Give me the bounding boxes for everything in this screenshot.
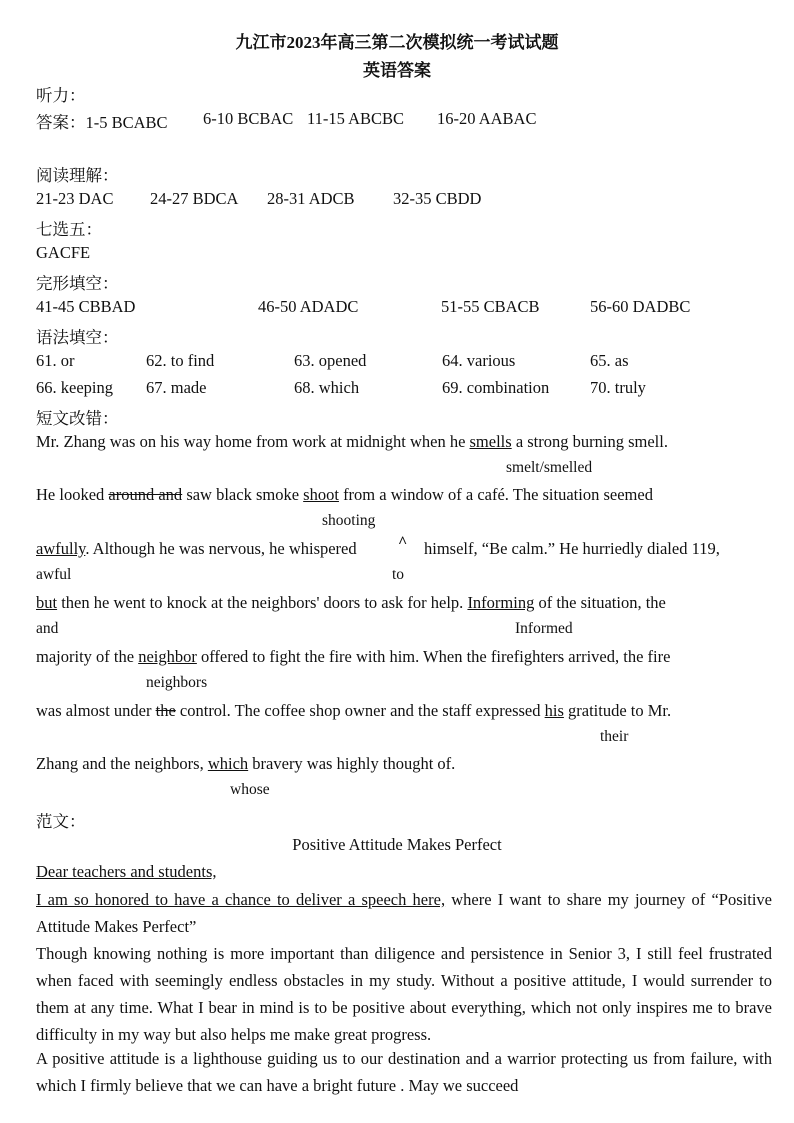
correction-fix: their (600, 728, 629, 745)
cloze-heading: 完形填空： (36, 274, 119, 293)
answer-group: 11-15 ABCBC (307, 109, 405, 128)
grammar-heading: 语法填空： (36, 328, 119, 347)
text-run: He looked (36, 485, 109, 504)
answer-group: 41-45 CBBAD (36, 297, 136, 316)
text-run: Mr. Zhang was on his way home from work at midnight when he (36, 432, 470, 451)
answer-group: 32-35 CBDD (393, 189, 482, 208)
essay-paragraph (36, 886, 772, 940)
correction-fix: whose (230, 781, 270, 798)
grammar-answer: 64. various (442, 351, 516, 370)
answer-label: 答案： (36, 113, 86, 132)
correction-line (36, 701, 671, 721)
answer-group: 1-5 BCABC (85, 113, 168, 132)
grammar-answer: 69. combination (442, 378, 550, 397)
correction-line (36, 647, 670, 667)
answer-group: 28-31 ADCB (267, 189, 355, 208)
text-run: of the situation, the (534, 593, 666, 612)
text-run: majority of the (36, 647, 139, 666)
correction-line (36, 754, 455, 774)
text-run: where I want to share my journey of “Positive Attitude Makes Perfect” (36, 890, 772, 936)
answer-group: 16-20 AABAC (437, 109, 537, 128)
grammar-answer: 65. as (590, 351, 629, 370)
grammar-answer: 68. which (294, 378, 360, 397)
listening-heading: 听力： (36, 86, 86, 105)
correction-fix: smelt/smelled (506, 459, 593, 476)
answer-group: 6-10 BCBAC (203, 109, 294, 128)
deleted-word: around and (108, 485, 183, 504)
correction-line: himself, “Be calm.” He hurriedly dialed 119, (424, 539, 720, 558)
text-run: gratitude to Mr. (563, 701, 672, 720)
answer-group: 24-27 BDCA (150, 189, 239, 208)
grammar-answer: 61. or (36, 351, 75, 370)
grammar-answer: 63. opened (294, 351, 367, 370)
correction-line (36, 485, 653, 505)
text-run: from a window of a café. The situation seemed (338, 485, 653, 504)
seven-choose-five-answer: GACFE (36, 243, 91, 262)
answer-group: 46-50 ADADC (258, 297, 359, 316)
document-title: 九江市2023年高三第二次模拟统一考试试题 (235, 33, 559, 52)
error-word: shoot (303, 485, 339, 504)
answer-group: 51-55 CBACB (441, 297, 540, 316)
seven-choose-five-heading: 七选五： (36, 220, 102, 239)
text-run: was almost under (36, 701, 156, 720)
error-word: smells (469, 432, 512, 451)
correction-line (36, 593, 666, 613)
answer-group: 56-60 DADBC (590, 297, 691, 316)
correction-fix: to (392, 566, 405, 583)
essay-paragraph: Though knowing nothing is more important than diligence and persistence in Senior 3, I still feel frustrated when faced with seemingly endless obstacles in my study. Without a positive attitude, I would surrender to them at any time. What I bear in mind is to be positive about everything, which not only inspires me to brave difficulty in my way but also helps me make great progress. (36, 944, 772, 1044)
error-word: his (544, 701, 564, 720)
correction-fix: Informed (515, 620, 573, 637)
error-word: Informing (467, 593, 535, 612)
correction-line (36, 539, 357, 559)
insertion-caret: ^ (398, 534, 408, 551)
correction-fix: shooting (322, 512, 376, 529)
error-word: but (36, 593, 58, 612)
text-run: then he went to knock at the neighbors' doors to ask for help. (57, 593, 468, 612)
correction-heading: 短文改错： (36, 409, 119, 428)
essay-heading: 范文： (36, 812, 86, 831)
text-run: a strong burning smell. (511, 432, 668, 451)
text-run: control. The coffee shop owner and the staff expressed (175, 701, 545, 720)
listening-answers (36, 109, 168, 133)
error-word: which (207, 754, 249, 773)
essay-paragraph: A positive attitude is a lighthouse guiding us to our destination and a warrior protecting us from failure, with which I firmly believe that we can have a bright future . May we succeed (36, 1049, 772, 1095)
text-run: Zhang and the neighbors, (36, 754, 208, 773)
answer-group: 21-23 DAC (36, 189, 114, 208)
text-run: offered to fight the fire with him. When the firefighters arrived, the fire (196, 647, 671, 666)
text-run: . Although he was nervous, he whispered (85, 539, 357, 558)
text-run: saw black smoke (182, 485, 304, 504)
grammar-answer: 62. to find (146, 351, 215, 370)
essay-greeting: Dear teachers and students, (36, 862, 217, 881)
grammar-answer: 67. made (146, 378, 207, 397)
error-word: awfully (36, 539, 86, 558)
correction-fix: neighbors (146, 674, 208, 691)
grammar-answer: 70. truly (590, 378, 646, 397)
text-run: I am so honored to have a chance to deliver a speech here, (36, 890, 446, 909)
essay-title: Positive Attitude Makes Perfect (292, 835, 502, 854)
correction-fix: awful (36, 566, 72, 583)
grammar-answer: 66. keeping (36, 378, 113, 397)
reading-heading: 阅读理解： (36, 166, 119, 185)
correction-fix: and (36, 620, 59, 637)
document-subtitle: 英语答案 (363, 61, 431, 80)
correction-line (36, 432, 668, 452)
error-word: neighbor (138, 647, 197, 666)
deleted-word: the (155, 701, 176, 720)
text-run: bravery was highly thought of. (248, 754, 456, 773)
